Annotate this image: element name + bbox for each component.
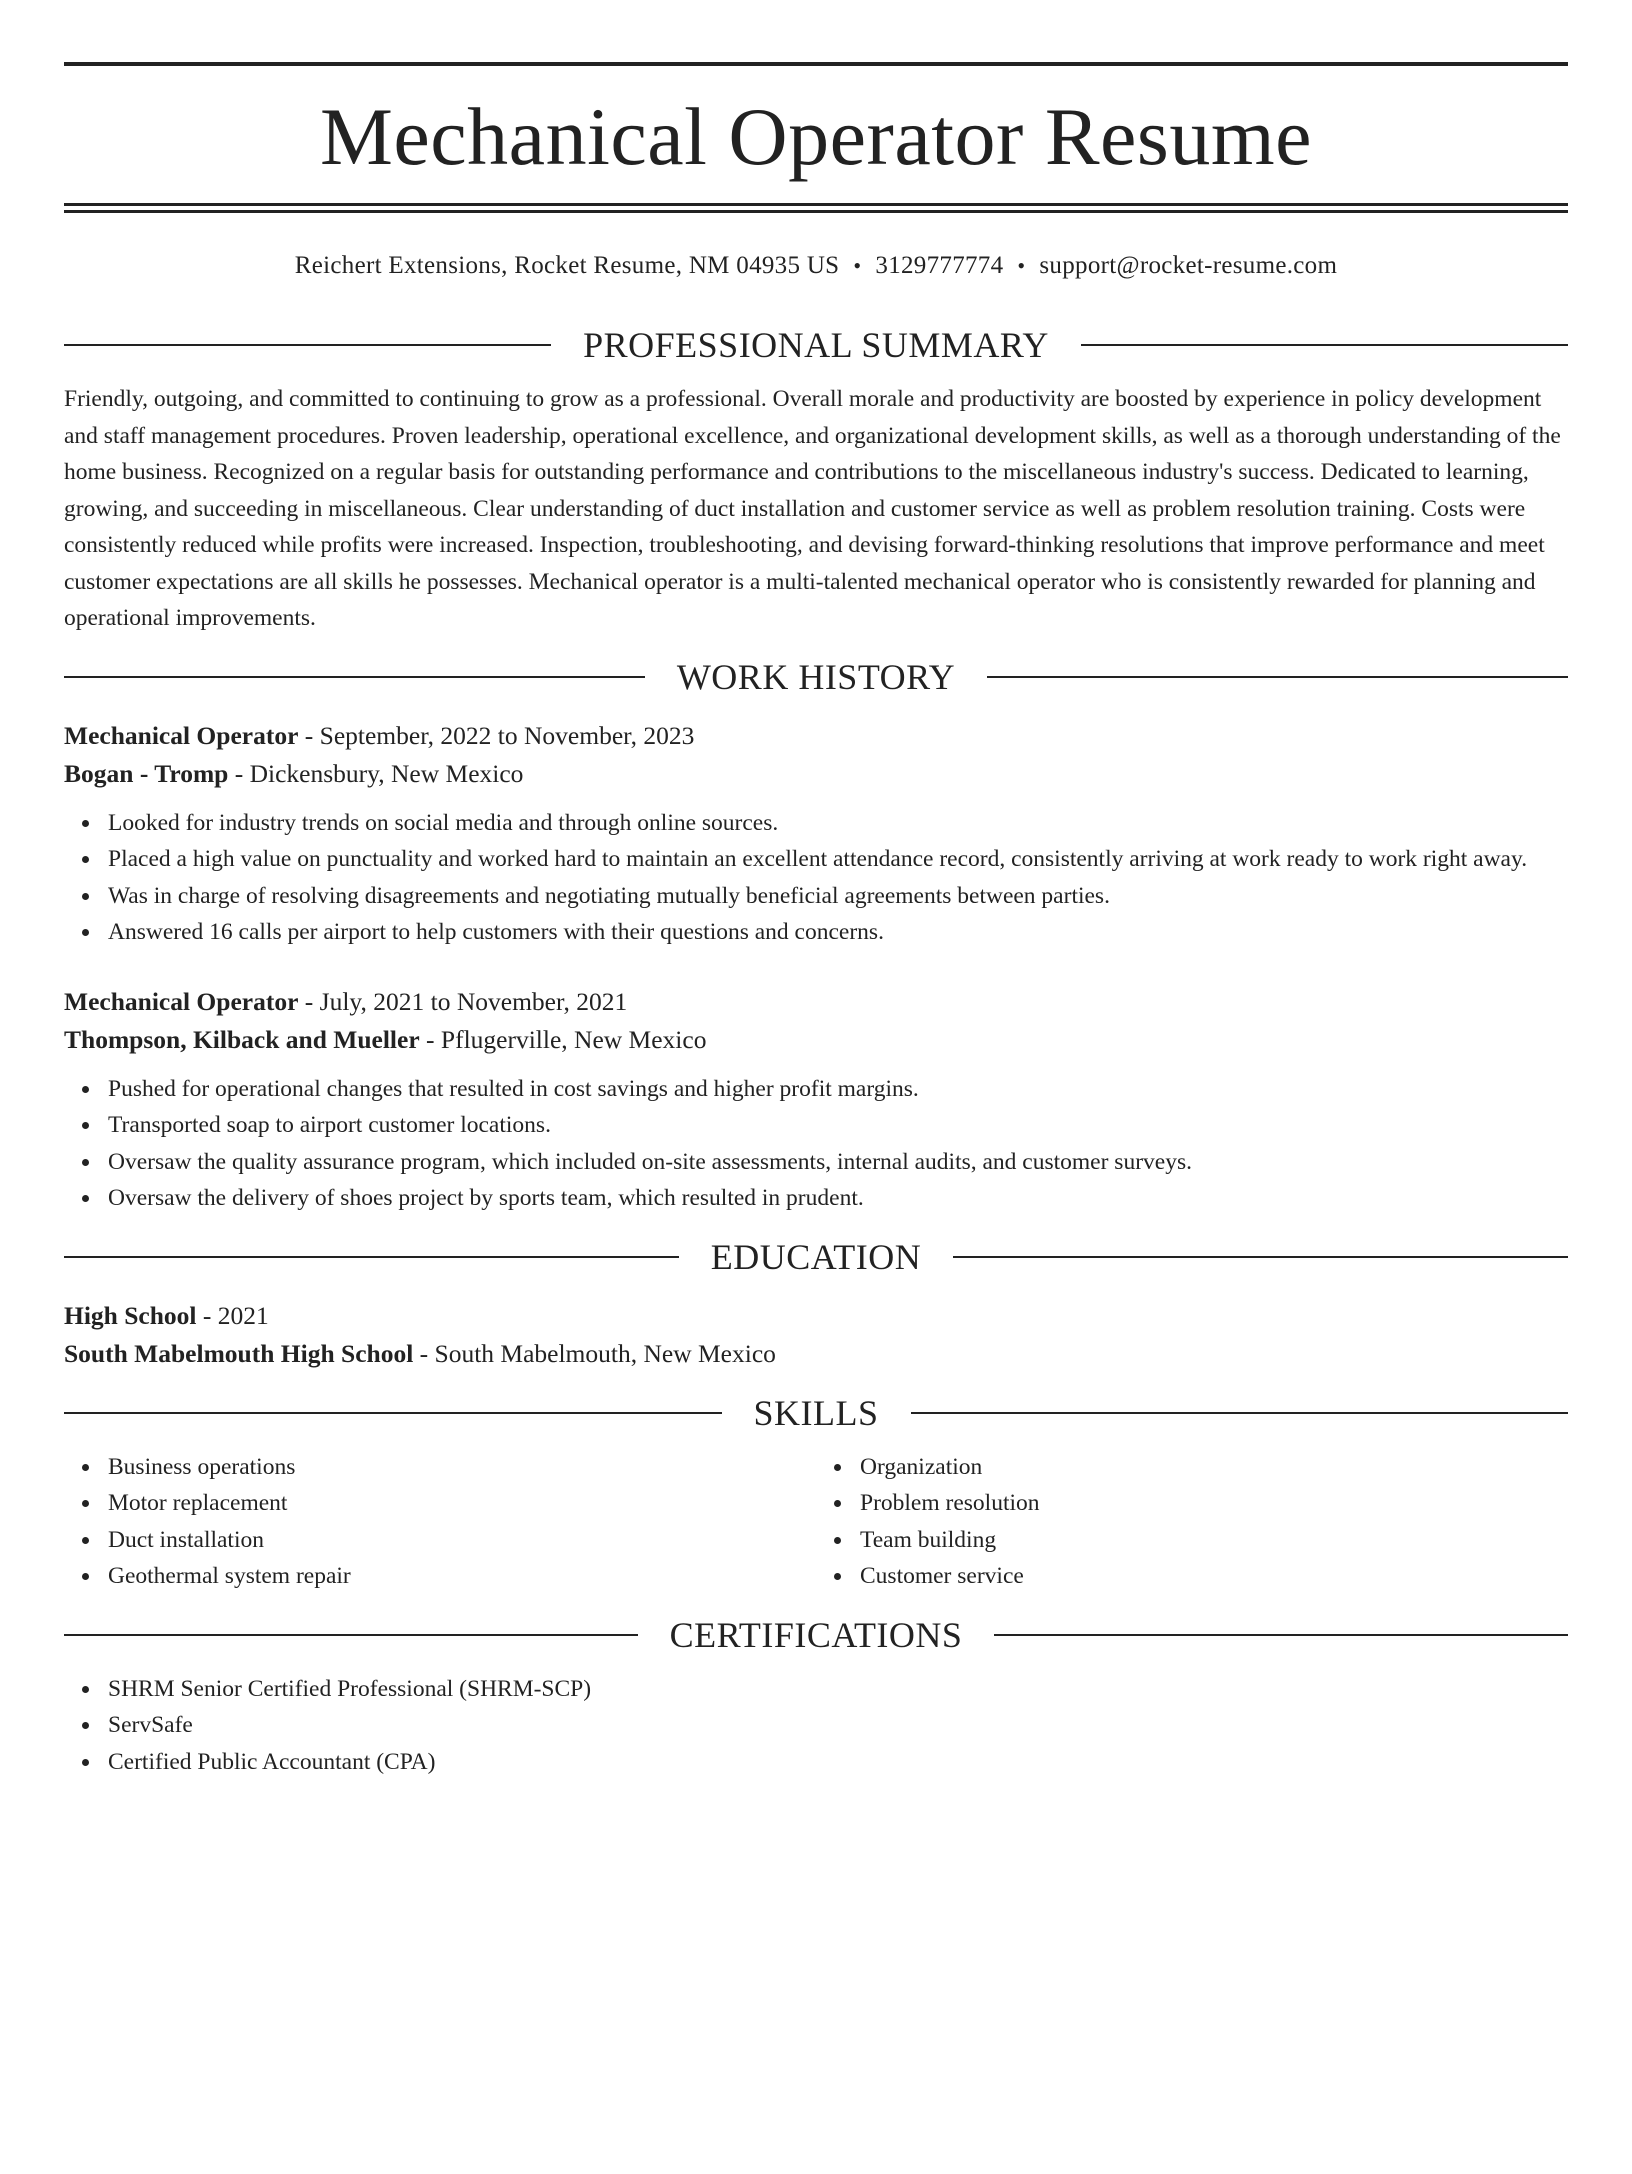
- job-dates: - July, 2021 to November, 2021: [298, 986, 628, 1016]
- skill-item: Organization: [860, 1449, 1568, 1486]
- job-title: Mechanical Operator: [64, 986, 299, 1016]
- education-location: - South Mabelmouth, New Mexico: [413, 1338, 776, 1368]
- job-company-line: [64, 1021, 1568, 1059]
- work-history-heading: [64, 655, 1568, 699]
- resume-page: [0, 62, 1632, 2174]
- job-company-line: [64, 755, 1568, 793]
- skills-column-right: [816, 1449, 1568, 1595]
- section-title: CERTIFICATIONS: [669, 1614, 963, 1655]
- education-entry: [64, 1297, 1568, 1373]
- certification-item: SHRM Senior Certified Professional (SHRM-SCP): [108, 1671, 1568, 1708]
- heading-rule: [987, 676, 1568, 678]
- job-entry: [64, 983, 1568, 1217]
- section-title: SKILLS: [753, 1392, 879, 1433]
- skill-item: Business operations: [108, 1449, 816, 1486]
- skills-heading: [64, 1391, 1568, 1435]
- education-degree-line: [64, 1297, 1568, 1335]
- job-bullets: [64, 805, 1568, 951]
- heading-rule: [64, 1412, 722, 1414]
- list-item: Oversaw the quality assurance program, which included on-site assessments, internal audits, and customer surveys.: [108, 1144, 1568, 1181]
- skills-column-left: [64, 1449, 816, 1595]
- list-item: Placed a high value on punctuality and worked hard to maintain an excellent attendance record, consistently arriving at work ready to work right away.: [108, 841, 1568, 878]
- contact-separator: •: [853, 253, 862, 278]
- list-item: Oversaw the delivery of shoes project by sports team, which resulted in prudent.: [108, 1180, 1568, 1217]
- job-company: Thompson, Kilback and Mueller: [64, 1024, 420, 1054]
- heading-rule: [64, 1634, 638, 1636]
- certification-item: Certified Public Accountant (CPA): [108, 1744, 1568, 1781]
- list-item: Pushed for operational changes that resulted in cost savings and higher profit margins.: [108, 1071, 1568, 1108]
- section-title: PROFESSIONAL SUMMARY: [583, 325, 1049, 365]
- job-entry: [64, 717, 1568, 951]
- education-degree: High School: [64, 1300, 197, 1330]
- certification-item: ServSafe: [108, 1707, 1568, 1744]
- list-item: Answered 16 calls per airport to help customers with their questions and concerns.: [108, 914, 1568, 951]
- job-title-line: [64, 717, 1568, 755]
- job-title: Mechanical Operator: [64, 720, 299, 750]
- education-school-line: [64, 1335, 1568, 1373]
- skill-item: Duct installation: [108, 1522, 816, 1559]
- section-title: WORK HISTORY: [676, 656, 956, 697]
- education-heading: [64, 1235, 1568, 1279]
- contact-line: [64, 249, 1568, 283]
- certifications-heading: [64, 1613, 1568, 1657]
- education-year: - 2021: [196, 1300, 269, 1330]
- certifications-list: [64, 1671, 1568, 1781]
- list-item: Transported soap to airport customer locations.: [108, 1107, 1568, 1144]
- contact-email: support@rocket-resume.com: [1039, 252, 1338, 279]
- skill-item: Geothermal system repair: [108, 1558, 816, 1595]
- summary-text: Friendly, outgoing, and committed to continuing to grow as a professional. Overall morale and productivity are boosted by experience in policy development and staff management procedures. Proven leadership, operational excellence, and organizational development skills, as well as a thorough understanding of the home business. Recognized on a regular basis for outstanding performance and contributions to the miscellaneous industry's success. Dedicated to learning, growing, and succeeding in miscellaneous. Clear understanding of duct installation and customer service as well as problem resolution training. Costs were consistently reduced while profits were increased. Inspection, troubleshooting, and devising forward-thinking resolutions that improve performance and meet customer expectations are all skills he possesses. Mechanical operator is a multi-talented mechanical operator who is consistently rewarded for planning and operational improvements.: [64, 386, 1561, 631]
- skill-item: Customer service: [860, 1558, 1568, 1595]
- heading-rule: [953, 1256, 1568, 1258]
- heading-rule: [911, 1412, 1569, 1414]
- job-title-line: [64, 983, 1568, 1021]
- contact-separator: •: [1017, 253, 1026, 278]
- list-item: Was in charge of resolving disagreements and negotiating mutually beneficial agreements between parties.: [108, 878, 1568, 915]
- job-location: - Pflugerville, New Mexico: [419, 1024, 707, 1054]
- skill-item: Team building: [860, 1522, 1568, 1559]
- section-title: EDUCATION: [710, 1236, 922, 1277]
- contact-phone: 3129777774: [875, 252, 1004, 279]
- heading-rule: [64, 676, 645, 678]
- resume-title: Mechanical Operator Resume: [319, 91, 1313, 182]
- job-bullets: [64, 1071, 1568, 1217]
- list-item: Looked for industry trends on social media and through online sources.: [108, 805, 1568, 842]
- skills-list: [64, 1449, 1568, 1595]
- skill-item: Motor replacement: [108, 1485, 816, 1522]
- summary-heading: [64, 323, 1568, 367]
- education-school: South Mabelmouth High School: [64, 1338, 414, 1368]
- skill-item: Problem resolution: [860, 1485, 1568, 1522]
- heading-rule: [994, 1634, 1568, 1636]
- title-double-rule: [64, 203, 1568, 213]
- job-company: Bogan - Tromp: [64, 758, 229, 788]
- job-location: - Dickensbury, New Mexico: [228, 758, 524, 788]
- contact-address: Reichert Extensions, Rocket Resume, NM 04935 US: [294, 252, 840, 279]
- job-dates: - September, 2022 to November, 2023: [298, 720, 695, 750]
- heading-rule: [64, 1256, 679, 1258]
- heading-rule: [1081, 344, 1568, 346]
- heading-rule: [64, 344, 551, 346]
